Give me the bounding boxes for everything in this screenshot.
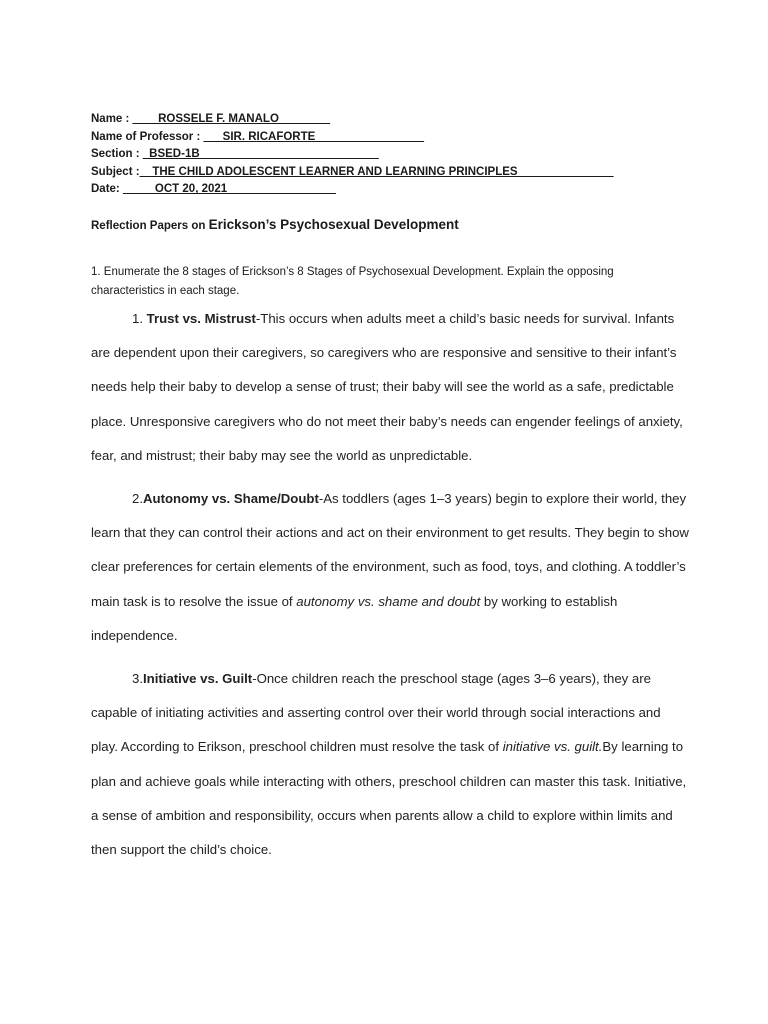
professor-line bbox=[91, 129, 711, 147]
date-label: Date: bbox=[91, 183, 123, 196]
stage-3-title: Initiative vs. Guilt bbox=[143, 671, 253, 686]
question-text: 1. Enumerate the 8 stages of Erickson’s 8 Stages of Psychosexual Development. Explain the opposing characteristics in each stage. bbox=[91, 266, 614, 297]
date-line bbox=[91, 181, 711, 199]
title-main: Erickson’s Psychosexual Development bbox=[208, 217, 459, 232]
stage-paragraph-3 bbox=[91, 662, 691, 867]
stage-2-text-a: -As toddlers (ages 1–3 years) begin to explore their world, they learn that they can control their actions and act on their environment to get results. They begin to show clear preferences for certain elements of the environment, such as food, toys, and clothing. A toddler’s main task is to resolve the issue of bbox=[91, 491, 689, 609]
subject-label: Subject : bbox=[91, 165, 140, 178]
professor-value: ___SIR. RICAFORTE_________________ bbox=[203, 130, 425, 143]
stage-paragraph-2 bbox=[91, 482, 691, 653]
subject-line bbox=[91, 164, 711, 182]
stage-1-title: Trust vs. Mistrust bbox=[146, 311, 256, 326]
subject-value: __THE CHILD ADOLESCENT LEARNER AND LEARNING PRINCIPLES_______________ bbox=[139, 165, 614, 178]
name-line bbox=[91, 111, 711, 129]
stage-3-italic: initiative vs. guilt. bbox=[502, 739, 603, 755]
paper-title bbox=[91, 216, 711, 234]
stage-3-text-b: By learning to plan and achieve goals while interacting with others, preschool children can master this task. Initiative, a sense of ambition and responsibility, occurs when parents allow a child to explore within limits and then support the child’s choice. bbox=[91, 739, 687, 858]
stage-2-number: 2. bbox=[132, 491, 143, 506]
stage-2-italic: autonomy vs. shame and doubt bbox=[296, 593, 481, 609]
section-line bbox=[91, 146, 711, 164]
name-value: ____ROSSELE F. MANALO________ bbox=[132, 113, 331, 125]
professor-label: Name of Professor : bbox=[91, 130, 204, 143]
section-label: Section : bbox=[91, 148, 143, 161]
name-label: Name : bbox=[91, 113, 133, 125]
stage-3-number: 3. bbox=[132, 671, 143, 686]
date-value: _____OCT 20, 2021_________________ bbox=[122, 183, 336, 196]
stage-2-title: Autonomy vs. Shame/Doubt bbox=[143, 491, 319, 506]
section-value: _BSED-1B____________________________ bbox=[142, 148, 379, 161]
title-prefix: Reflection Papers on bbox=[91, 220, 209, 232]
stage-2-text-b: by working to establish independence. bbox=[91, 593, 618, 643]
stage-paragraph-1 bbox=[91, 302, 691, 473]
stage-1-number: 1. bbox=[132, 311, 147, 326]
student-info-header bbox=[91, 111, 711, 199]
stage-1-text: -This occurs when adults meet a child’s basic needs for survival. Infants are dependent upon their caregivers, so caregivers who are responsive and sensitive to their infant’s needs help their baby to develop a sense of trust; their baby will see the world as a safe, predictable place. Unresponsive caregivers who do not meet their baby’s needs can engender feelings of anxiety, fear, and mistrust; their baby may see the world as unpredictable. bbox=[91, 311, 683, 463]
stage-3-text-a: -Once children reach the preschool stage (ages 3–6 years), they are capable of initiating activities and asserting control over their world through social interactions and play. According to Erikson, preschool children must resolve the task of bbox=[91, 671, 661, 755]
